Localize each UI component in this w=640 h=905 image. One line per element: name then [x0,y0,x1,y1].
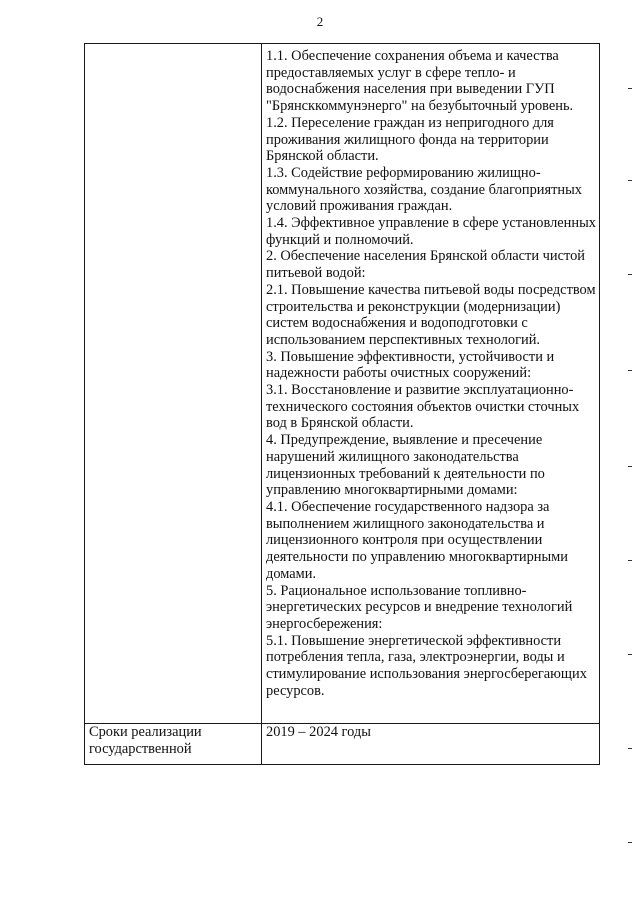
goal-item: 1.3. Содействие реформированию жилищно-коммунального хозяйства, создание благоприятных условий проживания граждан. [266,164,582,215]
goal-item: 5.1. Повышение энергетической эффективности потребления тепла, газа, электроэнергии, воды и стимулирование использования энергосберегающих ресурсов. [266,632,587,699]
scan-mark [628,180,632,181]
goals-row [85,44,600,724]
goal-item: 1.1. Обеспечение сохранения объема и качества предоставляемых услуг в сфере тепло- и водоснабжения населения при выведении ГУП "Брянсккоммунэнерго" на безубыточный уровень. [266,48,574,115]
scan-mark [628,654,632,655]
goal-item: 4.1. Обеспечение государственного надзора за выполнением жилищного законодательства и лицензионного контроля при осуществлении деятельности по управлению многоквартирными домами. [266,498,568,582]
goals-cell [262,44,600,724]
goal-item: 2.1. Повышение качества питьевой воды посредством строительства и реконструкции (модернизации) систем водоснабжения и водоподготовки с использованием перспективных технологий. [266,281,596,348]
scan-mark [628,748,632,749]
goals-label-cell [85,44,262,724]
scan-mark [628,560,632,561]
goal-item: 1.4. Эффективное управление в сфере установленных функций и полномочий. [266,215,596,248]
scan-mark [628,88,632,89]
program-passport-table [84,43,600,765]
terms-row [85,724,600,765]
terms-value: 2019 – 2024 годы [262,724,600,765]
goal-item: 3.1. Восстановление и развитие эксплуатационно-технического состояния объектов очистки сточных вод в Брянской области. [266,382,580,432]
page-number: 2 [316,14,324,29]
goal-item: 4. Предупреждение, выявление и пресечение нарушений жилищного законодательства лицензионных требований к деятельности по управлению многоквартирными домами: [266,432,545,499]
terms-label: Сроки реализации государственной [85,724,262,765]
scan-mark [628,370,632,371]
goal-item: 1.2. Переселение граждан из непригодного для проживания жилищного фонда на территории Брянской области. [266,114,554,165]
goal-item: 5. Рациональное использование топливно-энергетических ресурсов и внедрение технологий энергосбережения: [266,582,573,632]
scan-mark [628,842,632,843]
scan-mark [628,274,632,275]
goal-item: 2. Обеспечение населения Брянской области чистой питьевой водой: [266,248,585,282]
scan-mark [628,466,632,467]
goal-item: 3. Повышение эффективности, устойчивости и надежности работы очистных сооружений: [266,348,555,382]
